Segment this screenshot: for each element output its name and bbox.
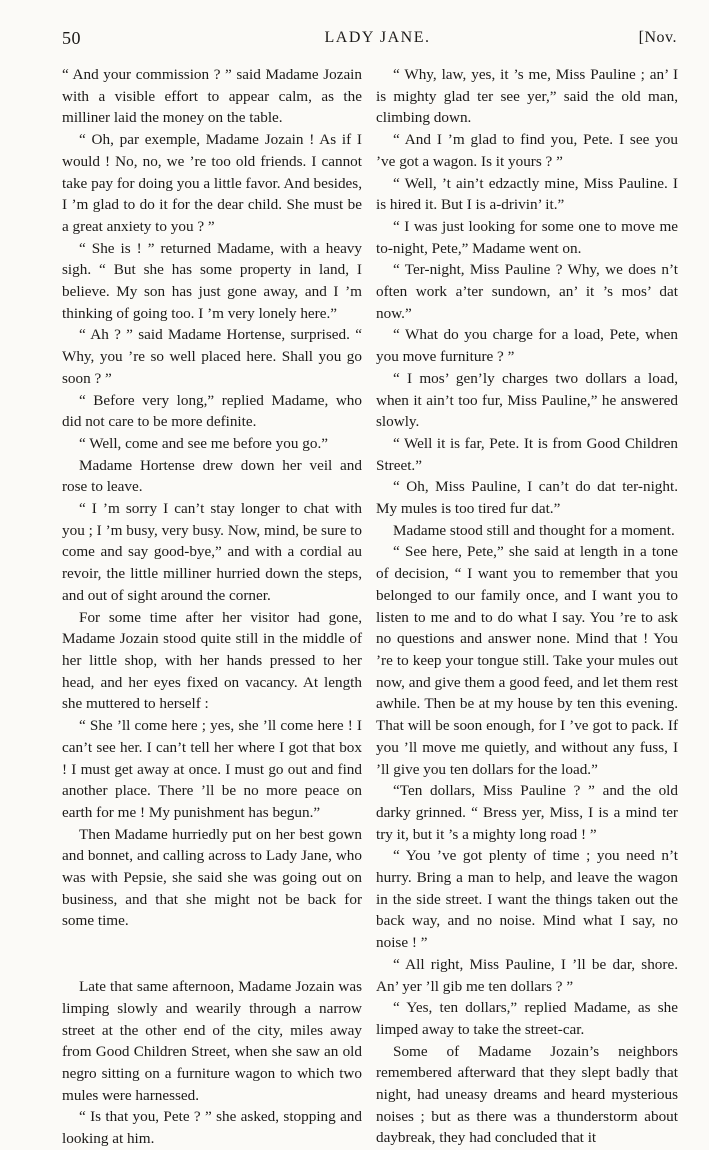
right-column (376, 64, 678, 1149)
paragraph: Madame stood still and thought for a moment. (393, 521, 675, 539)
paragraph: Late that same afternoon, Madame Jozain was limping slowly and wearily through a narrow street at the other end of the city, miles away from Good Children Street, when she saw an old negro sitting on a furniture wagon to which two mules were harnessed. (62, 978, 362, 1104)
paragraph: “ You ’ve got plenty of time ; you need n’t hurry. Bring a man to help, and leave the wagon in the side street. I want the things taken out the back way, and no noise. Mind what I say, no noise ! ” (376, 847, 678, 952)
paragraph: For some time after her visitor had gone, Madame Jozain stood quite still in the middle of her little shop, with her hands pressed to her head, and her eyes fixed on vacancy. At length she muttered to herself : (62, 608, 362, 713)
paragraph: “ Well, come and see me before you go.” (79, 434, 328, 452)
paragraph: “ Is that you, Pete ? ” she asked, stopping and looking at him. (62, 1108, 362, 1148)
paragraph: “ I ’m sorry I can’t stay longer to chat with you ; I ’m busy, very busy. Now, mind, be sure to come and say good-bye,” and with a cordial au revoir, the little milliner hurried down the steps, and out of sight around the corner. (62, 500, 362, 604)
paragraph: “ And your commission ? ” said Madame Jozain with a visible effort to appear calm, as the milliner laid the money on the table. (62, 66, 362, 127)
paragraph: “ Oh, Miss Pauline, I can’t do dat ter-night. My mules is too tired fur dat.” (376, 478, 678, 518)
paragraph: “ Ah ? ” said Madame Hortense, surprised. “ Why, you ’re so well placed here. Shall you go soon ? ” (62, 326, 362, 387)
paragraph: “ See here, Pete,” she said at length in a tone of decision, “ I want you to remember that you belonged to our family once, and I want you to listen to me and to do what I say. You ’re to ask no questions and answer none. Mind that ! You ’re to keep your tongue still. Take your mules out now, and give them a good feed, and let them rest awhile. Then be at my house by ten this evening. That will be soon enough, for I ’ve got to pack. If you ’ll move me quietly, and without any fuss, I ’ll give you ten dollars for the load.” (376, 543, 678, 778)
paragraph: “ Well, ’t ain’t edzactly mine, Miss Pauline. I is hired it. But I is a-drivin’ it.” (376, 174, 678, 214)
page-number: 50 (62, 28, 81, 48)
paragraph: Then Madame hurriedly put on her best gown and bonnet, and calling across to Lady Jane, who was with Pepsie, she said she was going out on business, and that she might not be back for some time. (62, 825, 362, 930)
paragraph: “ All right, Miss Pauline, I ’ll be dar, shore. An’ yer ’ll gib me ten dollars ? ” (376, 955, 678, 995)
running-header (62, 28, 693, 50)
paragraph: “ I mos’ gen’ly charges two dollars a load, when it ain’t too fur, Miss Pauline,” he answered slowly. (376, 369, 678, 431)
paragraph: “ Well it is far, Pete. It is from Good Children Street.” (376, 434, 678, 474)
paragraph: “ Ter-night, Miss Pauline ? Why, we does n’t often work a’ter sundown, an’ it ’s mos’ dat now.” (376, 261, 678, 322)
paragraph: “ And I ’m glad to find you, Pete. I see you ’ve got a wagon. Is it yours ? ” (376, 131, 678, 170)
paragraph: “ What do you charge for a load, Pete, when you move furniture ? ” (376, 326, 678, 366)
paragraph: “ Oh, par exemple, Madame Jozain ! As if I would ! No, no, we ’re too old friends. I cannot take pay for doing you a little favor. And besides, I ’m glad to do it for the dear child. She must be a great anxiety to you ? ” (62, 131, 362, 235)
paragraph: Some of Madame Jozain’s neighbors remembered afterward that they slept badly that night, had uneasy dreams and heard mysterious noises ; but as there was a thunderstorm about daybreak, they had concluded that it (376, 1042, 678, 1147)
paragraph: “ Before very long,” replied Madame, who did not care to be more definite. (62, 391, 362, 431)
paragraph: “ She is ! ” returned Madame, with a heavy sigh. “ But she has some property in land, I believe. My son has just gone away, and I ’m thinking of going too. I ’m very lonely here.” (62, 239, 362, 322)
running-title: LADY JANE. (324, 29, 431, 46)
paragraph: “ Yes, ten dollars,” replied Madame, as she limped away to take the street-car. (376, 999, 678, 1038)
issue-month: [Nov. (638, 29, 677, 46)
paragraph: “ I was just looking for some one to move me to-night, Pete,” Madame went on. (376, 217, 678, 257)
paragraph: “ Why, law, yes, it ’s me, Miss Pauline ; an’ I is mighty glad ter see yer,” said the old man, climbing down. (376, 66, 678, 127)
paragraph: “ She ’ll come here ; yes, she ’ll come here ! I can’t see her. I can’t tell her where I got that box ! I must get away at once. I must go out and find another place. There ’ll be no more peace on earth for me ! My punishment has begun.” (62, 717, 362, 821)
left-column (62, 64, 362, 1150)
paragraph: “Ten dollars, Miss Pauline ? ” and the old darky grinned. “ Bress yer, Miss, I is a mind ter try it, but it ’s a mighty long road ! ” (376, 782, 678, 843)
paragraph: Madame Hortense drew down her veil and rose to leave. (62, 456, 362, 496)
